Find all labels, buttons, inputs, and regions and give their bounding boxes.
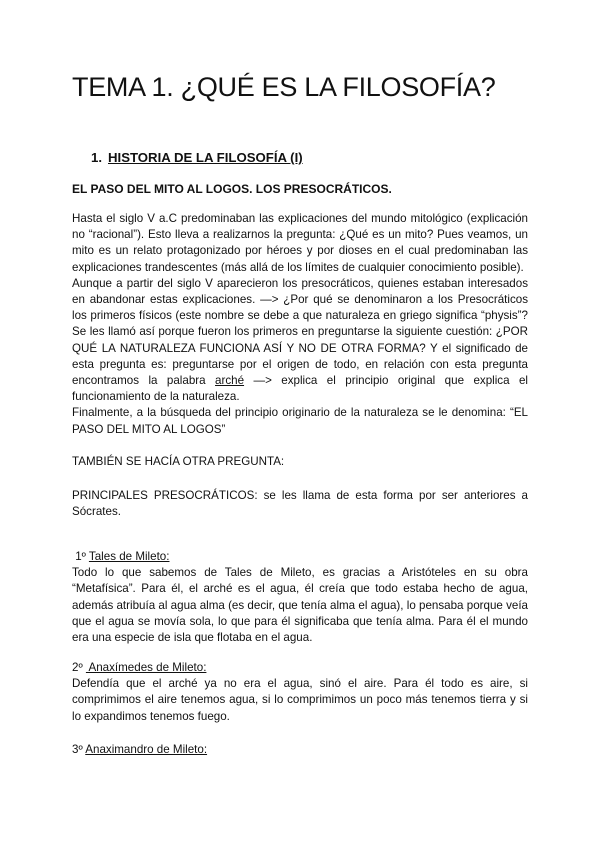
- philosopher-anaximenes: [72, 660, 528, 725]
- principales-presocraticos: PRINCIPALES PRESOCRÁTICOS: se les llama de esta forma por ser anteriores a Sócrates.: [72, 489, 528, 519]
- philosopher-anaximandro: [72, 742, 528, 758]
- paragraph-presocraticos-after: —> explica el principio original que explica el funcionamiento de la naturaleza.: [72, 374, 528, 404]
- section-number: 1.: [91, 150, 102, 165]
- paragraph-presocraticos: [72, 276, 528, 406]
- philosopher-heading: 2º Anaxímedes de Mileto:: [72, 661, 207, 674]
- document-title: TEMA 1. ¿QUÉ ES LA FILOSOFÍA?: [72, 72, 496, 102]
- subheading: EL PASO DEL MITO AL LOGOS. LOS PRESOCRÁTICOS.: [72, 182, 392, 196]
- paragraph-presocraticos-before: Aunque a partir del siglo V aparecieron los presocráticos, quienes estaban interesados en abandonar estas explicaciones. —> ¿Por qué se denominaron a los Presocráticos los primeros físicos (este nombre se debe a que naturaleza en griego significa “physis”? Se les llamó así porque fueron los primeros en preguntarse la siguiente cuestión: ¿POR QUÉ LA NATURALEZA FUNCIONA ASÍ Y NO DE OTRA FORMA? Y el significado de esta pregunta es: preguntarse por el origen de todo, en relación con esta pregunta encontramos la palabra: [72, 276, 528, 388]
- philosopher-tales: [72, 549, 528, 646]
- philosopher-description: Defendía que el arché ya no era el agua, sinó el aire. Para él todo es aire, si comprimimos el aire tenemos agua, si lo comprimimos un poco más tenemos tierra y si lo expandimos tenemos fuego.: [72, 677, 528, 723]
- philosopher-name: Anaxímedes de Mileto:: [85, 661, 207, 674]
- philosopher-name: Anaximandro de Mileto:: [85, 743, 208, 756]
- philosopher-heading: 1º Tales de Mileto:: [72, 550, 170, 563]
- section-title: HISTORIA DE LA FILOSOFÍA (I): [108, 150, 303, 165]
- philosopher-name: Tales de Mileto:: [88, 550, 170, 563]
- other-question: TAMBIÉN SE HACÍA OTRA PREGUNTA:: [72, 454, 285, 468]
- intro-text: [72, 211, 528, 520]
- paragraph-mito: Hasta el siglo V a.C predominaban las explicaciones del mundo mitológico (explicación no “racional”). Esto lleva a realizarnos la pregunta: ¿Qué es un mito? Pues veamos, un mito es un relato protagonizado por héroes y por dioses en el cual predominaban las explicaciones trandescentes (más allá de los límites de cualquier conocimiento posible).: [72, 212, 528, 274]
- section-heading: [91, 150, 303, 165]
- philosopher-heading: 3º Anaximandro de Mileto:: [72, 743, 208, 756]
- arche-term: arché: [215, 374, 245, 388]
- paragraph-finalmente: Finalmente, a la búsqueda del principio originario de la naturaleza se le denomina: “EL PASO DEL MITO AL LOGOS”: [72, 406, 528, 436]
- philosopher-description: Todo lo que sabemos de Tales de Mileto, es gracias a Aristóteles en su obra “Metafísica”. Para él, el arché es el agua, él creía que todo estaba hecho de agua, además atribuía al agua alma (es decir, que tenía alma el agua), lo pensaba porque veía que el agua se movía sola, lo que para él significaba que tenía alma. Para él el mundo era una especie de isla que flotaba en el agua.: [72, 566, 528, 645]
